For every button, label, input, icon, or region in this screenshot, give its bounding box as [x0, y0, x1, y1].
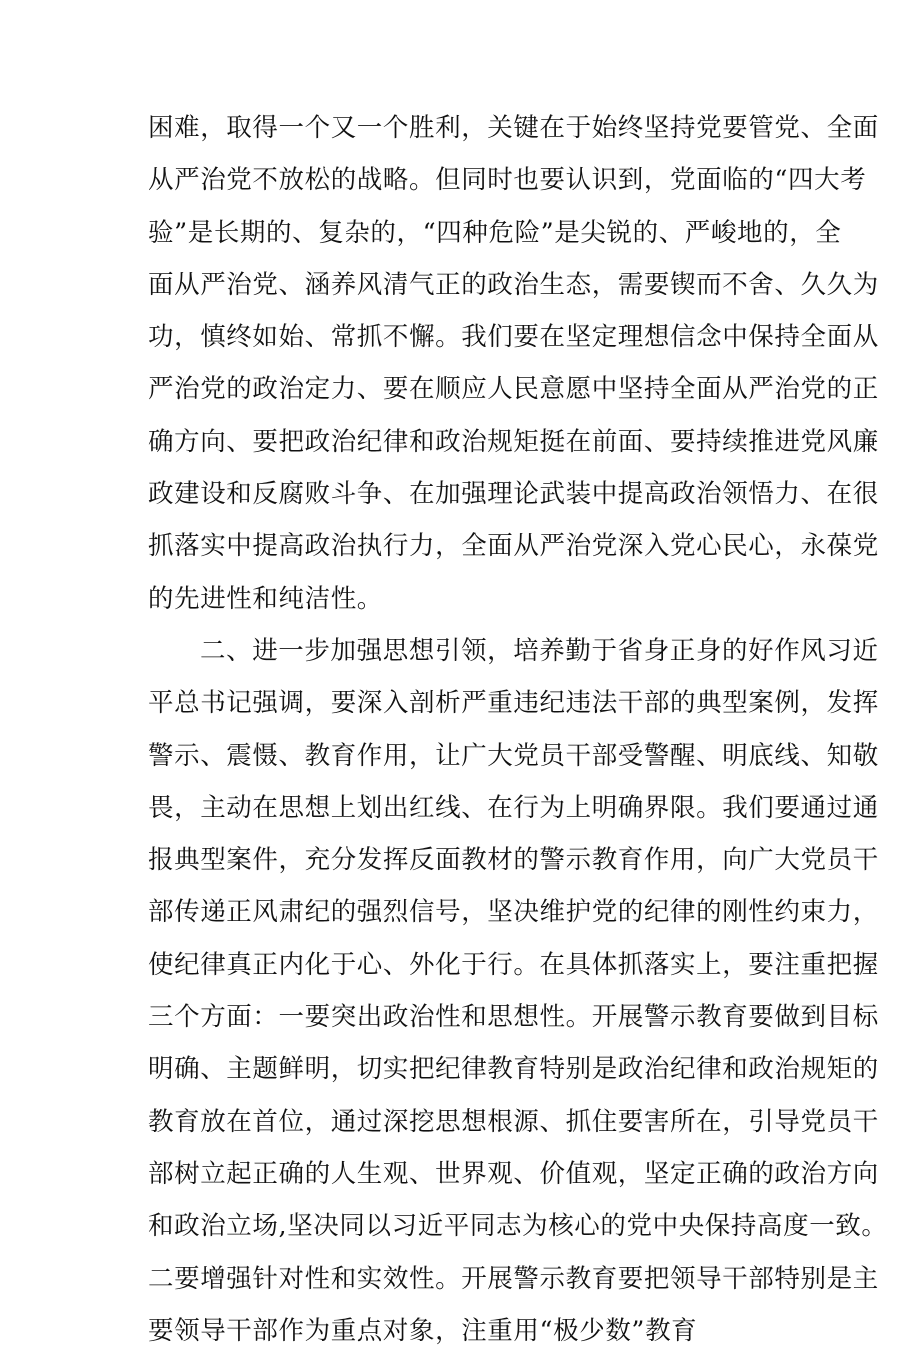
text-line: 明确、主题鲜明，切实把纪律教育特别是政治纪律和政治规矩的	[148, 1054, 879, 1085]
text-line: 要领导干部作为重点对象，注重用“极少数”教育	[148, 1315, 698, 1346]
text-line: 严治党的政治定力、要在顺应人民意愿中坚持全面从严治党的正	[148, 374, 879, 405]
text-line: 畏，主动在思想上划出红线、在行为上明确界限。我们要通过通	[148, 792, 879, 823]
text-line: 部树立起正确的人生观、世界观、价值观，坚定正确的政治方向	[148, 1158, 879, 1189]
text-line: 验”是长期的、复杂的，“四种危险”是尖锐的、严峻地的，全	[148, 217, 842, 248]
text-line: 平总书记强调，要深入剖析严重违纪违法干部的典型案例，发挥	[148, 688, 879, 719]
text-line: 报典型案件，充分发挥反面教材的警示教育作用，向广大党员干	[148, 845, 879, 876]
text-line: 从严治党不放松的战略。但同时也要认识到，党面临的“四大考	[148, 165, 867, 196]
text-line: 部传递正风肃纪的强烈信号，坚决维护党的纪律的刚性约束力，	[148, 897, 879, 928]
text-line: 确方向、要把政治纪律和政治规矩挺在前面、要持续推进党风廉	[148, 426, 879, 457]
section-heading-line: 二、进一步加强思想引领，培养勤于省身正身的好作风习近	[200, 635, 879, 666]
text-line: 警示、震慑、教育作用，让广大党员干部受警醒、明底线、知敬	[148, 740, 879, 771]
text-line: 教育放在首位，通过深挖思想根源、抓住要害所在，引导党员干	[148, 1106, 879, 1137]
text-line: 二要增强针对性和实效性。开展警示教育要把领导干部特别是主	[148, 1263, 879, 1294]
text-line: 使纪律真正内化于心、外化于行。在具体抓落实上，要注重把握	[148, 949, 879, 980]
text-line: 的先进性和纯洁性。	[148, 583, 383, 614]
body-text	[148, 102, 888, 1357]
text-line: 政建设和反腐败斗争、在加强理论武装中提高政治领悟力、在很	[148, 479, 879, 510]
text-line: 功，慎终如始、常抓不懈。我们要在坚定理想信念中保持全面从	[148, 322, 879, 353]
text-line: 和政治立场,坚决同以习近平同志为核心的党中央保持高度一致。	[148, 1211, 888, 1242]
text-line: 三个方面：一要突出政治性和思想性。开展警示教育要做到目标	[148, 1002, 879, 1033]
text-line: 抓落实中提高政治执行力，全面从严治党深入党心民心，永葆党	[148, 531, 879, 562]
text-line: 困难，取得一个又一个胜利，关键在于始终坚持党要管党、全面	[148, 113, 879, 143]
text-line: 面从严治党、涵养风清气正的政治生态，需要锲而不舍、久久为	[148, 269, 879, 300]
